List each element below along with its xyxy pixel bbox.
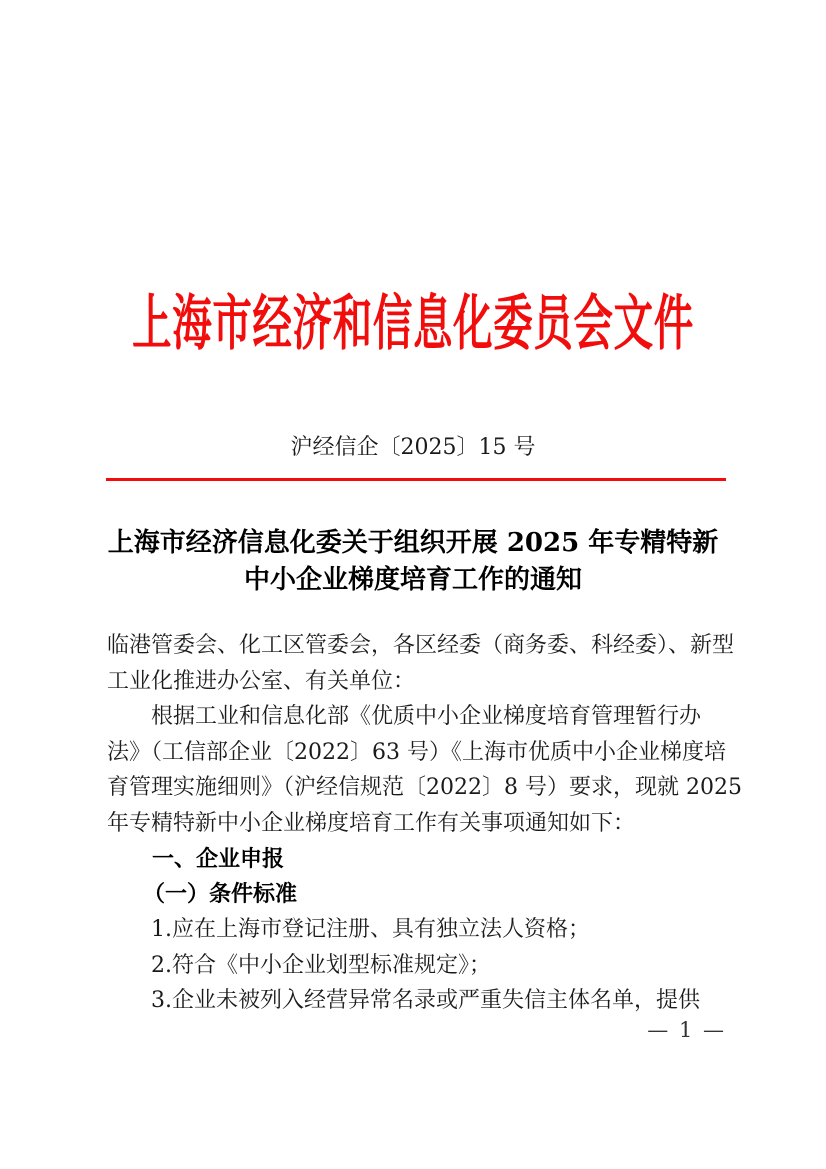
document-title [0, 525, 826, 599]
body-line: 法》（工信部企业〔2022〕63 号）《上海市优质中小企业梯度培 [107, 739, 726, 765]
section-heading-enterprise-application: 一、企业申报 [152, 846, 285, 871]
letterhead-banner-text: 上海市经济和信息化委员会文件 [132, 287, 694, 359]
letterhead-banner [0, 287, 826, 359]
subsection-heading-condition-standards: （一）条件标准 [143, 880, 298, 907]
numbered-item: 1.应在上海市登记注册、具有独立法人资格； [151, 917, 590, 942]
body-line: 临港管委会、化工区管委会，各区经委（商务委、科经委）、新型 [107, 633, 735, 658]
document-title-line-1: 上海市经济信息化委关于组织开展 2025 年专精特新 [107, 528, 719, 558]
document-body [107, 628, 757, 1019]
numbered-item: 2.符合《中小企业划型标准规定》； [151, 952, 491, 978]
document-title-line-2: 中小企业梯度培育工作的通知 [243, 565, 582, 595]
page-number: — 1 — [647, 1018, 726, 1042]
document-reference-number: 沪经信企〔2025〕15 号 [290, 435, 536, 460]
body-line: 工业化推进办公室、有关单位： [107, 668, 416, 694]
red-divider-line [106, 478, 726, 481]
numbered-item: 3.企业未被列入经营异常名录或严重失信主体名单，提供 [151, 988, 700, 1013]
body-line: 根据工业和信息化部《优质中小企业梯度培育管理暂行办 [151, 704, 702, 729]
body-line: 年专精特新中小企业梯度培育工作有关事项通知如下： [107, 810, 636, 836]
body-line: 育管理实施细则》（沪经信规范〔2022〕8 号）要求，现就 2025 [107, 775, 742, 800]
